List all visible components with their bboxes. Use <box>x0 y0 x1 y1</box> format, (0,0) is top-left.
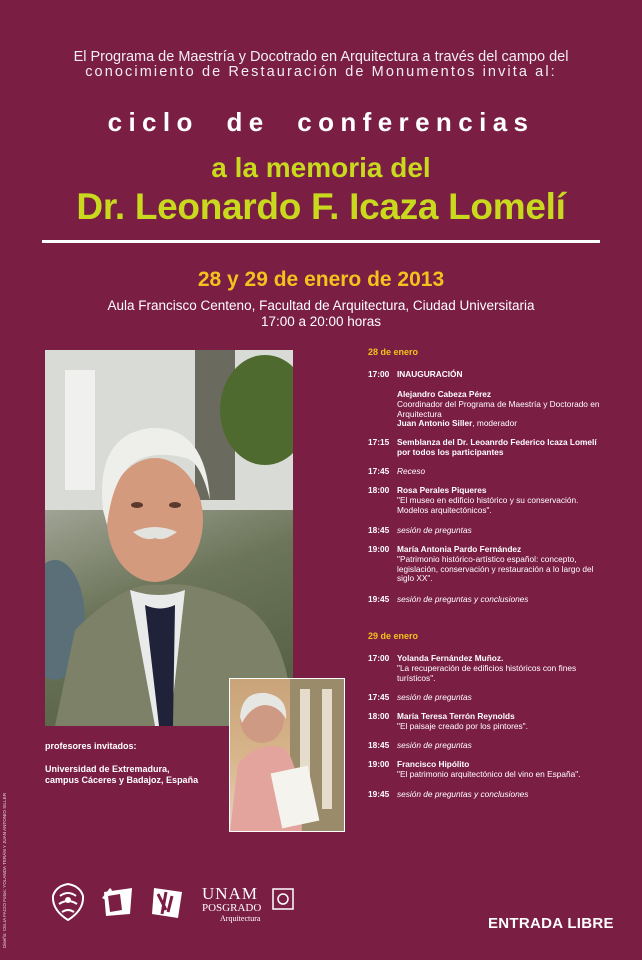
talk-title: Modelos arquitectónicos". <box>397 504 492 515</box>
schedule-time: 17:15 <box>368 437 390 447</box>
talk-title: "Patrimonio histórico-artístico español: concepto, <box>397 553 577 564</box>
honoree-portrait-photo <box>45 350 293 726</box>
schedule-time: 18:45 <box>368 525 390 535</box>
guest-institution-line-2: campus Cáceres y Badajoz, España <box>45 775 199 785</box>
schedule-time: 18:45 <box>368 740 390 750</box>
speaker-name: María Antonia Pardo Fernández <box>397 544 522 554</box>
schedule-note: sesión de preguntas <box>397 525 472 535</box>
talk-title: "La recuperación de edificios históricos con fines <box>397 662 577 673</box>
moderator <box>397 419 615 429</box>
schedule-desc <box>397 438 615 458</box>
schedule-desc <box>397 390 615 429</box>
schedule-time: 17:45 <box>368 692 390 702</box>
schedule-note: sesión de preguntas y conclusiones <box>397 594 529 604</box>
speaker-role: Arquitectura <box>397 408 442 419</box>
lecture-photo <box>229 678 345 832</box>
guest-professors-label: profesores invitados: <box>45 741 137 751</box>
architecture-faculty-logo <box>100 884 136 925</box>
event-hours: 17:00 a 20:00 horas <box>260 314 382 329</box>
event-venue: Aula Francisco Centeno, Facultad de Arquitectura, Ciudad Universitaria <box>107 298 535 313</box>
talk-title: siglo XX". <box>397 573 433 584</box>
schedule-time: 19:45 <box>368 789 390 799</box>
day-1-title: 28 de enero <box>368 347 419 357</box>
divider-rule <box>42 240 600 243</box>
invitation-intro <box>30 50 612 80</box>
guest-institution-line-1: Universidad de Extremadura, <box>45 764 170 774</box>
speaker-name: Francisco Hipólito <box>397 759 470 769</box>
schedule-title: INAUGURACIÓN <box>397 369 463 379</box>
restoration-program-logo <box>148 884 186 927</box>
moderator-name: Juan Antonio Siller <box>397 418 473 429</box>
cycle-title: ciclo de conferencias <box>107 107 535 137</box>
intro-line-1: El Programa de Maestría y Docotrado en Arquitectura a través del campo del <box>73 49 569 65</box>
talk-title: turísticos". <box>397 672 436 683</box>
event-dates: 28 y 29 de enero de 2013 <box>197 268 445 291</box>
unam-logo-line-3: Arquitectura <box>220 914 261 923</box>
schedule-desc <box>397 760 615 780</box>
schedule-title: Semblanza del Dr. Leoanrdo Federico Icaza Lomelí <box>397 437 597 447</box>
schedule-time: 18:00 <box>368 485 390 495</box>
schedule-desc <box>397 486 615 515</box>
free-admission-label: ENTRADA LIBRE <box>488 915 614 932</box>
unam-logo-line-1: UNAM <box>202 884 258 903</box>
speaker-role: Coordinador del Programa de Maestría y Doctorado en <box>397 398 600 409</box>
unam-seal-logo <box>272 888 294 915</box>
unam-crest-logo <box>50 882 86 927</box>
day-2-title: 29 de enero <box>368 631 419 641</box>
speaker-name: Yolanda Fernández Muñoz. <box>397 653 504 663</box>
speaker-name: Alejandro Cabeza Pérez <box>397 389 492 399</box>
speaker-name: Rosa Perales Piqueres <box>397 485 487 495</box>
talk-title: "El patrimonio arquitectónico del vino en España". <box>397 768 581 779</box>
moderator-role: , moderador <box>472 418 518 429</box>
schedule-time: 18:00 <box>368 711 390 721</box>
schedule-time: 17:00 <box>368 369 390 379</box>
schedule-time: 17:00 <box>368 653 390 663</box>
honoree-name: Dr. Leonardo F. Icaza Lomelí <box>76 186 566 227</box>
schedule-desc <box>397 545 615 584</box>
design-credits: Diseño: CELIA FACIO Fotos: YOLANDA TERÁN Y JUAN ANTONIO SILLER <box>2 792 7 948</box>
unam-posgrado-logo <box>202 886 261 923</box>
talk-title: "El paisaje creado por los pintores". <box>397 720 528 731</box>
memory-line: a la memoria del <box>211 152 431 183</box>
speaker-name: María Teresa Terrón Reynolds <box>397 711 515 721</box>
unam-logo-line-2: POSGRADO <box>202 902 262 914</box>
talk-title: "El museo en edificio histórico y su conservación. <box>397 494 579 505</box>
schedule-note: sesión de preguntas <box>397 692 472 702</box>
schedule-note: sesión de preguntas y conclusiones <box>397 789 529 799</box>
schedule-time: 19:45 <box>368 594 390 604</box>
guest-institution <box>45 764 198 786</box>
schedule-title: por todos los participantes <box>397 446 504 457</box>
schedule-desc <box>397 654 615 683</box>
intro-line-2: conocimiento de Restauración de Monumentos invita al: <box>85 64 557 80</box>
schedule-note: sesión de preguntas <box>397 740 472 750</box>
schedule-note: Receso <box>397 466 426 476</box>
talk-title: legislación, conservación y restauración a lo largo del <box>397 563 594 574</box>
schedule-time: 19:00 <box>368 544 390 554</box>
schedule-time: 17:45 <box>368 466 390 476</box>
schedule-desc <box>397 712 615 732</box>
schedule-time: 19:00 <box>368 759 390 769</box>
